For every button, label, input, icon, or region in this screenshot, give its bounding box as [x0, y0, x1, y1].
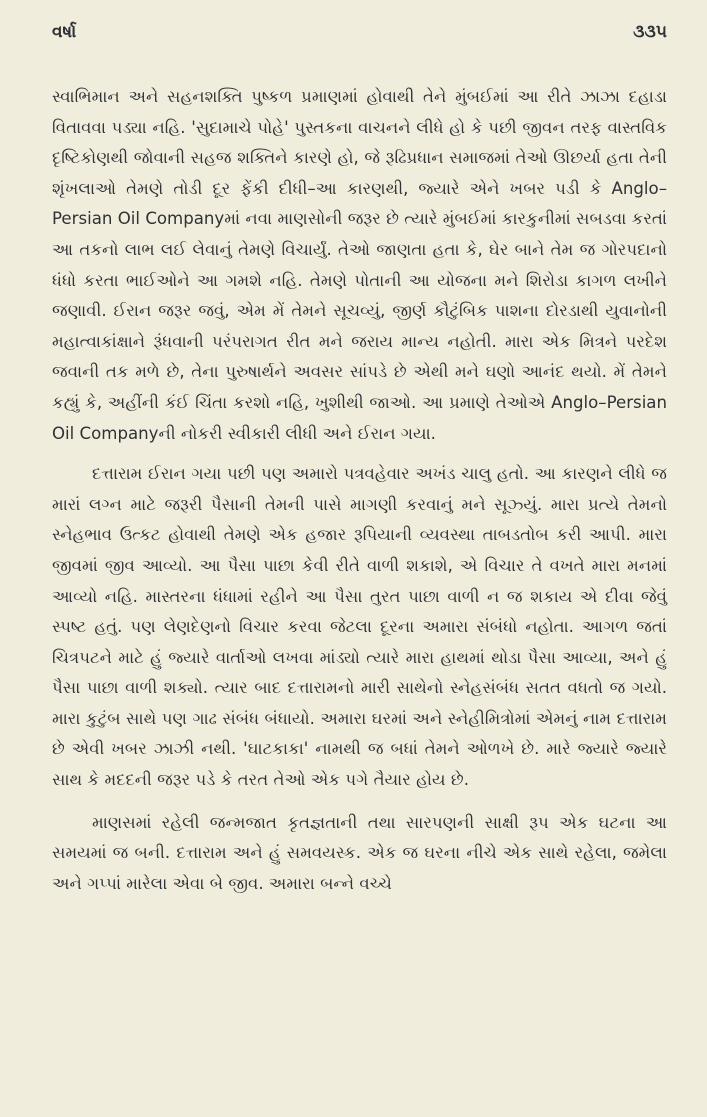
running-head	[52, 22, 667, 48]
paragraph: દત્તારામ ઈરાન ગયા પછી પણ અમારો પત્રવહેવાર અખંડ ચાલુ હતો. આ કારણને લીધે જ મારાં લગ્ન માટે જરૂરી પૈસાની તેમની પાસે માગણી કરવાનું મને સૂઝ્યું. મારા પ્રત્યે તેમનો સ્નેહભાવ ઉત્કટ હોવાથી તેમણે એક હજાર રૂપિયાની વ્યવસ્થા તાબડતોબ કરી આપી. મારા જીવમાં જીવ આવ્યો. આ પૈસા પાછા કેવી રીતે વાળી શકાશે, એ વિચાર તે વખતે મારા મનમાં આવ્યો નહિ. માસ્તરના ધંધામાં રહીને આ પૈસા તુરત પાછા વાળી ન જ શકાય એ દીવા જેવું સ્પષ્ટ હતું. પણ લેણદેણનો વિચાર કરવા જેટલા દૂરના અમારા સંબંધો નહોતા. આગળ જતાં ચિત્રપટને માટે હું જ્યારે વાર્તાઓ લખવા માંડ્યો ત્યારે મારા હાથમાં થોડા પૈસા આવ્યા, અને હું પૈસા પાછા વાળી શક્યો. ત્યાર બાદ દત્તારામનો મારી સાથેનો સ્નેહસંબંધ સતત વધતો જ ગયો. મારા કુટુંબ સાથે પણ ગાઢ સંબંધ બંધાયો. અમારા ઘરમાં અને સ્નેહીમિત્રોમાં એમનું નામ દત્તારામ છે એવી ખબર ઝાઝી નથી. 'ઘાટકાકા' નામથી જ બધાં તેમને ઓળખે છે. મારે જ્યારે જ્યારે સાથ કે મદદની જરૂર પડે કે તરત તેઓ એક પગે તૈયાર હોય છે.	[52, 464, 667, 790]
chapter-title: વર્ષા	[52, 22, 77, 42]
page-number: ૩૩૫	[633, 22, 667, 42]
paragraph: સ્વાભિમાન અને સહનશક્તિ પુષ્કળ પ્રમાણમાં હોવાથી તેને મુંબઈમાં આ રીતે ઝાઝા દહાડા વિતાવવા પડ્યા નહિ. 'સુદામાચે પોહે' પુસ્તકના વાચનને લીધે હો કે પછી જીવન તરફ વાસ્તવિક દૃષ્ટિકોણથી જોવાની સહજ શક્તિને કારણે હો, જે રૂઢિપ્રધાન સમાજમાં તેઓ ઊછર્યા હતા તેની શૃંખલાઓ તેમણે તોડી દૂર ફેંકી દીધી–આ કારણથી, જ્યારે એને ખબર પડી કે Anglo–Persian Oil Companyમાં નવા માણસોની જરૂર છે ત્યારે મુંબઈમાં કારકુનીમાં સબડવા કરતાં આ તકનો લાભ લઈ લેવાનું તેમણે વિચાર્યું. તેઓ જાણતા હતા કે, ઘેર બાને તેમ જ ગોરપદાનો ધંધો કરતા ભાઈઓને આ ગમશે નહિ. તેમણે પોતાની આ યોજના મને શિરોડા કાગળ લખીને જણાવી. ઈરાન જરૂર જવું, એમ મેં તેમને સૂચવ્યું, જીર્ણ કૌટુંબિક પાશના દોરડાથી યુવાનોની મહાત્વાકાંક્ષાને રૂંધવાની પરંપરાગત રીત મને જરાય માન્ય નહોતી. મારા એક મિત્રને પરદેશ જવાની તક મળે છે, તેના પુરુષાર્થને અવસર સાંપડે છે એથી મને ઘણો આનંદ થયો. મેં તેમને કહ્યું કે, અહીંની કંઈ ચિંતા કરશો નહિ, ખુશીથી જાઓ. આ પ્રમાણે તેઓએ Anglo–Persian Oil Companyની નોકરી સ્વીકારી લીધી અને ઈરાન ગયા.	[52, 87, 667, 443]
paragraph: માણસમાં રહેલી જન્મજાત કૃતજ્ઞતાની તથા સારપણની સાક્ષી રૂપ એક ઘટના આ સમયમાં જ બની. દત્તારામ અને હું સમવયસ્ક. એક જ ઘરના નીચે એક સાથે રહેલા, જમેલા અને ગપ્પાં મારેલા એવા બે જીવ. અમારા બન્ને વચ્ચે	[52, 812, 667, 893]
